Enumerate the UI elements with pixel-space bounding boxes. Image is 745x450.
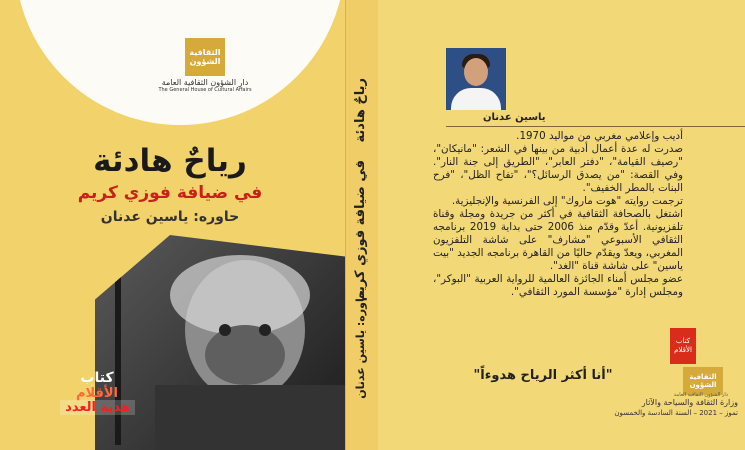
bio-paragraph: اشتغل بالصحافة الثقافية في أكثر من جريدة ومجلة وقناة تلفزيونية. أعدّ وقدّم منذ 2006 حتى بداية 2019 برنامجه الثقافي الأسبوعي "مشارف" على شاشة التلفزيون المغربي، ويعدّ ويقدّم حاليًا من القاهرة برنامجه الجديد "بيت ياسين" على شاشة قناة "الغد". xyxy=(433,208,683,272)
book-spine xyxy=(345,0,379,450)
author-portrait xyxy=(95,235,345,450)
divider xyxy=(446,126,745,127)
bio-paragraph: صدرت له عدة أعمال أدبية من بينها في الشعر: "مانيكان"، "رصيف القيامة"، "دفتر العابر"، "الطريق إلى جنة النار". وفي القصة: "من يصدق الرسائل؟"، "تفاح الظل"، "فرح البنات بالمطر الخفيف". xyxy=(433,143,683,194)
back-cover xyxy=(378,0,745,450)
publisher-name-en: The General House of Cultural Affairs xyxy=(158,87,252,93)
interviewer-credit: حاوره: ياسين عدنان xyxy=(100,209,240,225)
issue-info: تموز – 2021 – السنة السادسة والخمسون xyxy=(614,409,738,417)
author-bio xyxy=(433,130,683,299)
series-badge-small: كتاب الأقلام xyxy=(670,328,696,364)
portrait-illustration xyxy=(95,235,345,450)
spine-subtitle: في ضيافة فوزي كريم xyxy=(353,160,368,302)
publisher-name-ar: دار الشؤون الثقافية العامة xyxy=(161,78,249,87)
publisher-small-line: دار الشؤون الثقافية العامة xyxy=(673,392,728,398)
gift-label: هدية العدد xyxy=(60,400,135,415)
series-badge xyxy=(62,370,132,401)
series-badge-line2: الأقلام xyxy=(75,386,119,401)
pull-quote: "أنا أكثر الرياح هدوءاً" xyxy=(473,368,613,383)
publisher-block xyxy=(150,38,260,93)
author-photo xyxy=(446,48,506,110)
spine-title: رياحٌ هادئة xyxy=(353,78,368,143)
bio-paragraph: ترجمت روايته "هوت ماروك" إلى الفرنسية والإنجليزية. xyxy=(451,195,683,207)
author-photo-shirt xyxy=(451,88,501,110)
publisher-logo-small: الثقافية الشؤون xyxy=(683,367,723,395)
bio-paragraph: أديب وإعلامي مغربي من مواليد 1970. xyxy=(516,130,683,142)
ministry-name: وزارة الثقافة والسياحة والآثار xyxy=(641,398,738,407)
front-cover xyxy=(0,0,345,450)
publisher-logo: الثقافية الشؤون xyxy=(185,38,225,76)
series-badge-line1: كتاب xyxy=(80,370,114,386)
author-name: ياسين عدنان xyxy=(483,112,546,123)
author-photo-face xyxy=(464,58,488,86)
bio-paragraph: عضو مجلس أمناء الجائزة العالمية للرواية العربية "البوكر"، ومجلس إدارة "مؤسسة المورد الثقافي". xyxy=(433,273,683,298)
book-title: رياحٌ هادئة xyxy=(93,143,247,179)
book-subtitle: في ضيافة فوزي كريم xyxy=(77,183,263,203)
spine-author: حاوره: ياسين عدنان xyxy=(354,290,367,399)
